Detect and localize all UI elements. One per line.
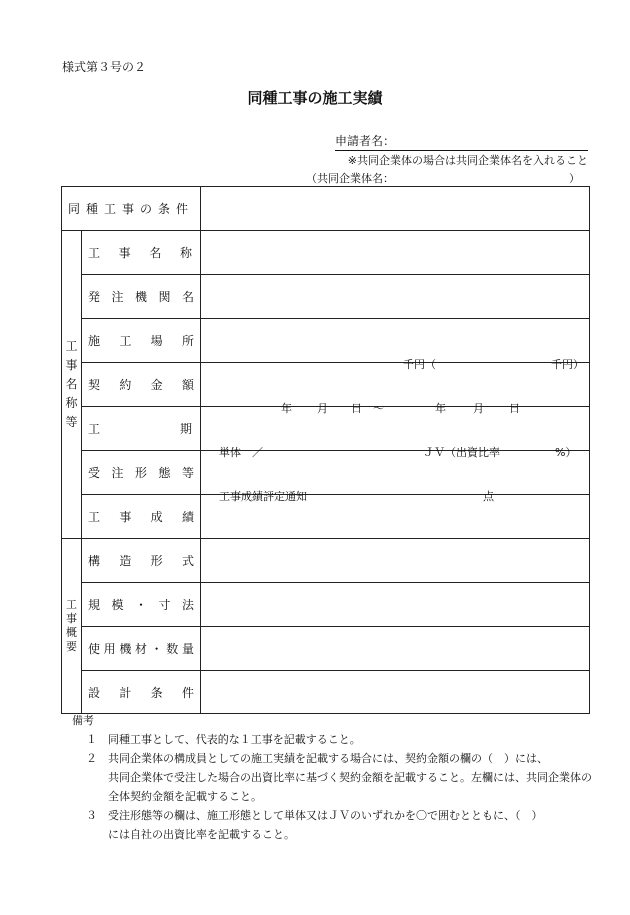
row-label-structure: 構 造 形 式 [82,539,201,583]
row-label-design: 設 計 条 件 [82,671,201,714]
period-month-1: 月 [317,402,329,415]
row-label-location: 施 工 場 所 [82,319,201,363]
result-points: 点 [483,490,495,503]
performance-table [61,186,590,714]
row-label-contract-amount: 契 約 金 額 [82,363,201,407]
row-label-materials: 使 用 機 材 ・ 数 量 [82,627,201,671]
amount-unit-1: 千円（ [403,358,437,371]
table-row [62,231,590,275]
period-year-2: 年 [435,402,447,415]
table-row [62,319,590,363]
result-value[interactable] [201,490,590,539]
table-row [62,275,590,319]
condition-label: 同種工事の条件 [62,187,201,231]
notes-heading: 備考 [72,714,94,727]
page-title: 同種工事の施工実績 [247,89,383,107]
period-day-1: 日 [351,402,363,415]
order-form-single[interactable]: 単体 ／ [219,446,264,459]
period-month-2: 月 [473,402,485,415]
group-label-overview: 工 事 概 要 [62,539,82,714]
applicant-name-field[interactable] [335,132,588,151]
jv-note: ※共同企業体の場合は共同企業体名を入れること [347,154,588,167]
applicant-label: 申請者名： [335,134,396,148]
order-form-pct: %） [555,446,577,459]
condition-value[interactable] [201,187,590,231]
table-row [62,187,590,231]
note-item: ３ 受注形態等の欄は、施工形態として単体又はＪＶのいずれかを〇で囲むとともに、（ ） には自社の出資比率を記載すること。 [86,809,543,841]
period-tilde: 〜 [373,402,385,415]
row-label-period: 工 期 [82,407,201,451]
structure-value[interactable] [201,539,590,583]
table-row [62,407,590,451]
period-year-1: 年 [281,402,293,415]
location-value[interactable] [201,319,590,363]
table-row [62,539,590,583]
result-notice: 工事成績評定通知 [219,490,308,503]
table-row [62,451,590,495]
project-name-value[interactable] [201,231,590,275]
period-day-2: 日 [509,402,521,415]
order-form-jv[interactable]: ＪＶ（出資比率 [423,446,501,459]
jv-name-field[interactable] [306,170,580,186]
design-value[interactable] [201,671,590,714]
note-item: ２ 共同企業体の構成員としての施工実績を記載する場合には、契約金額の欄の（ ）には、 共同企業体で受注した場合の出資比率に基づく契約金額を記載すること。左欄には、共同企業体の全体契約金額を記載すること。 [86,752,592,803]
jv-name-close: ） [569,172,580,185]
amount-unit-2: 千円） [551,358,585,371]
client-value[interactable] [201,275,590,319]
form-number: 様式第３号の２ [62,60,147,74]
row-label-client: 発 注 機 関 名 [82,275,201,319]
scale-value[interactable] [201,583,590,627]
note-item: １ 同種工事として、代表的な１工事を記載すること。 [86,733,361,746]
row-label-scale: 規 模 ・ 寸 法 [82,583,201,627]
group-label-project-name: 工 事 名 称 等 [62,231,82,539]
table-row [62,671,590,714]
contract-amount-value[interactable] [201,358,590,407]
row-label-project-name: 工 事 名 称 [82,231,201,275]
row-label-order-form: 受 注 形 態 等 [82,451,201,495]
notes-section [68,711,598,844]
row-label-result: 工 事 成 績 [82,495,201,539]
table-row [62,583,590,627]
table-row [62,627,590,671]
materials-value[interactable] [201,627,590,671]
jv-name-label: （共同企業体名： [306,172,394,185]
table-row [62,495,590,539]
